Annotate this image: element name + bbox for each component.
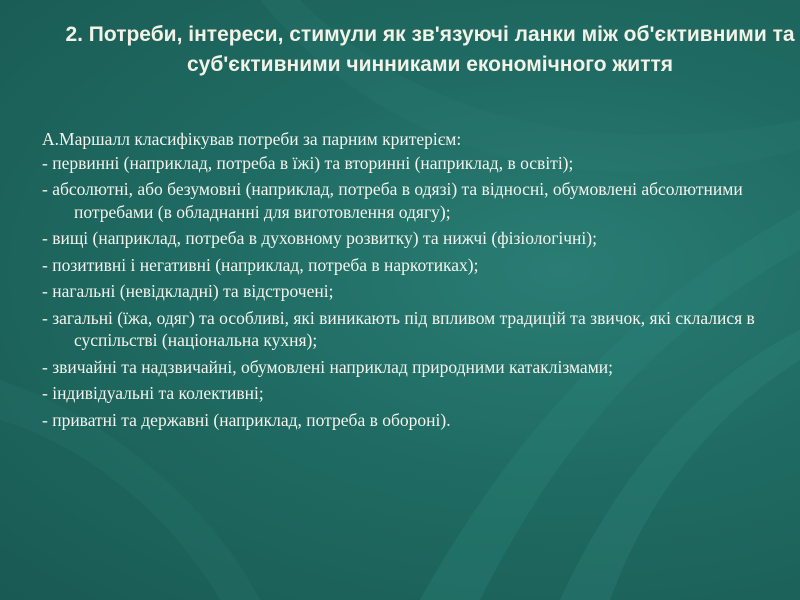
needs-list [42,152,782,432]
list-item: - позитивні і негативні (наприклад, потреба в наркотиках); [42,254,479,275]
intro-text: А.Маршалл класифікував потреби за парним критерієм: [42,129,462,149]
slide-title: 2. Потреби, інтереси, стимули як зв'язуючі ланки між об'єктивними та суб'єктивними чинниками економічного життя [65,23,795,76]
slide-content [42,128,782,435]
list-item: - абсолютні, або безумовні (наприклад, потреба в одязі) та відносні, обумовлені абсолютними потребами (в обладнанні для виготовлення одягу); [42,179,743,222]
list-item: - вищі (наприклад, потреба в духовному розвитку) та нижчі (фізіологічні); [42,228,597,248]
list-item: - індивідуальні та колективні; [42,383,264,403]
list-item: - загальні (їжа, одяг) та особливі, які виникають під впливом традицій та звичок, які склалися в суспільстві (національна кухня); [42,307,755,350]
list-item: - нагальні (невідкладні) та відстрочені; [42,281,334,301]
list-item: - первинні (наприклад, потреба в їжі) та вторинні (наприклад, в освіті); [42,152,574,173]
list-item: - звичайні та надзвичайні, обумовлені наприклад природними катаклізмами; [42,356,614,377]
list-item: - приватні та державні (наприклад, потреба в обороні). [42,409,451,430]
